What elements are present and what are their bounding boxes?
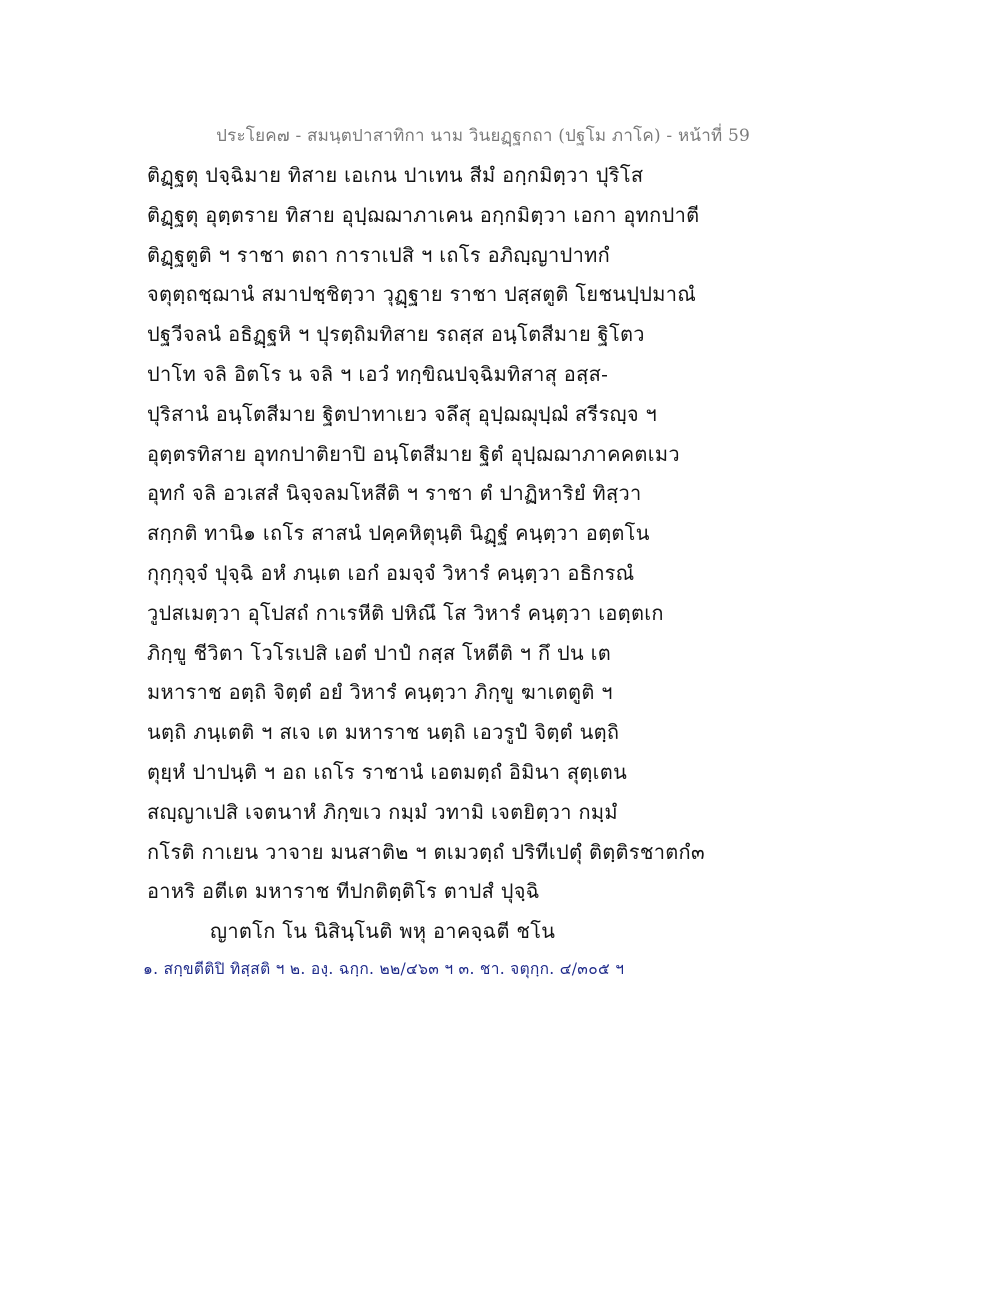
text-line: สญฺญาเปสิ เจตนาหํ ภิกฺขเว กมฺมํ วทามิ เจตยิตฺวา กมฺมํ (147, 799, 618, 824)
body-text (147, 156, 867, 952)
text-line: ปุริสานํ อนฺโตสีมาย ฐิตปาทาเยว จลึสุ อุปฺฌฌุปฺฌํ สรีรญฺจ ฯ (147, 401, 658, 426)
footnotes: ๑. สกฺขตีติปิ ทิสฺสติ ฯ ๒. องฺ. ฉกฺก. ๒๒/๔๖๓ ฯ ๓. ชา. จตุกฺก. ๔/๓๐๕ ฯ (143, 960, 625, 978)
text-line: วูปสเมตฺวา อุโปสถํ กาเรหีติ ปหิณึ โส วิหารํ คนฺตฺวา เอตฺตเก (147, 600, 664, 625)
text-line: ปาโท จลิ อิตโร น จลิ ฯ เอวํ ทกฺขิณปจฺฉิมทิสาสุ อสฺส- (147, 361, 609, 386)
text-line: นตฺถิ ภนฺเตติ ฯ สเจ เต มหาราช นตฺถิ เอวรูปํ จิตฺตํ นตฺถิ (147, 720, 620, 745)
running-header: ประโยค๗ - สมนฺตปาสาทิกา นาม วินยฏฺฐกถา (ปฐโม ภาโค) - หน้าที่ 59 (216, 126, 750, 146)
text-line: สกฺกติ ทานิ๑ เถโร สาสนํ ปคฺคหิตุนฺติ นิฏฺฐํ คนฺตฺวา อตฺตโน (147, 521, 650, 546)
text-line: จตุตฺถชฺฌานํ สมาปชฺชิตฺวา วุฏฺฐาย ราชา ปสฺสตูติ โยชนปฺปมาณํ (147, 282, 697, 307)
verse-line: ญาตโก โน นิสินฺโนติ พหุ อาคจฺฉตี ชโน (210, 919, 556, 944)
text-line: มหาราช อตฺถิ จิตฺตํ อยํ วิหารํ คนฺตฺวา ภิกฺขู ฆาเตตูติ ฯ (147, 680, 613, 705)
text-line: อุทกํ จลิ อวเสสํ นิจฺจลมโหสีติ ฯ ราชา ตํ ปาฏิหาริยํ ทิสฺวา (147, 481, 642, 506)
text-line: กโรติ กาเยน วาจาย มนสาติ๒ ฯ ตเมวตฺถํ ปริทีเปตุํ ติตฺติรชาตกํ๓ (147, 839, 705, 864)
text-line: ภิกฺขู ชีวิตา โวโรเปสิ เอตํ ปาปํ กสฺส โหตีติ ฯ กึ ปน เต (147, 640, 612, 665)
text-line: อุตฺตรทิสาย อุทกปาติยาปิ อนฺโตสีมาย ฐิตํ อุปฺฌฌาภาคคตเมว (147, 441, 680, 466)
text-line: ติฏฺฐตุ อุตฺตราย ทิสาย อุปฺฌฌาภาเคน อกฺกมิตฺวา เอกา อุทกปาตี (147, 202, 700, 227)
text-line: ปฐวีจลนํ อธิฏฺฐหิ ฯ ปุรตฺถิมทิสาย รถสฺส อนฺโตสีมาย ฐิโตว (147, 322, 645, 347)
text-line: ติฏฺฐตุ ปจฺฉิมาย ทิสาย เอเกน ปาเทน สีมํ อกฺกมิตฺวา ปุริโส (147, 163, 644, 187)
text-line: ตุยฺหํ ปาปนฺติ ฯ อถ เถโร ราชานํ เอตมตฺถํ อิมินา สุตฺเตน (147, 759, 628, 784)
text-line: กุกฺกุจฺจํ ปุจฺฉิ อหํ ภนฺเต เอกํ อมจฺจํ วิหารํ คนฺตฺวา อธิกรณํ (147, 560, 635, 585)
text-line: อาหริ อตีเต มหาราช ทีปกติตฺติโร ตาปสํ ปุจฺฉิ (147, 879, 540, 904)
text-line: ติฏฺฐตูติ ฯ ราชา ตถา การาเปสิ ฯ เถโร อภิญฺญาปาทกํ (147, 242, 611, 267)
